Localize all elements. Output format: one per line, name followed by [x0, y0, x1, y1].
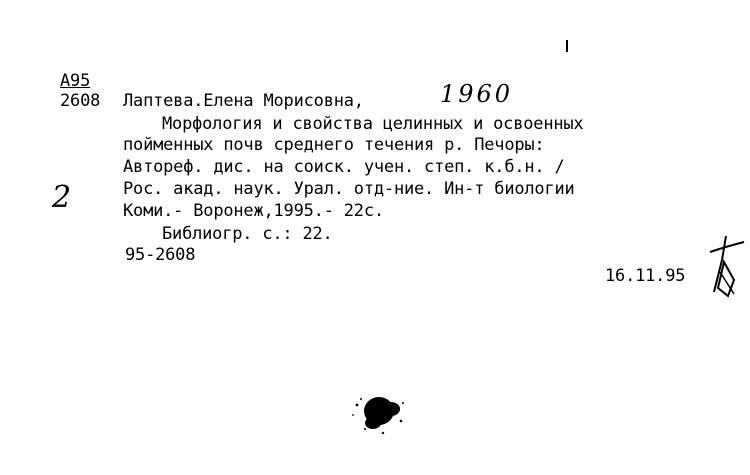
bibliography-note: Библиогр. с.: 22.	[162, 224, 333, 244]
title-line-3: Автореф. дис. на соиск. учен. степ. к.б.н. /	[123, 157, 565, 177]
author-heading: Лаптева.Елена Морисовна,	[123, 91, 364, 111]
handwritten-year: 1960	[440, 80, 514, 108]
pen-tick-mark	[566, 40, 568, 52]
shelf-mark-top: А95	[60, 71, 91, 91]
inventory-number: 95-2608	[125, 245, 196, 265]
signature-mark	[700, 232, 748, 302]
shelf-mark-bottom: 2608	[60, 91, 101, 111]
title-line-1: Морфология и свойства целинных и освоенных	[162, 114, 584, 134]
ink-blot	[345, 385, 415, 440]
title-line-4: Рос. акад. наук. Урал. отд-ние. Ин-т биологии	[123, 179, 575, 199]
title-line-2: пойменных почв среднего течения р. Печоры:	[123, 135, 545, 155]
title-line-5: Коми.- Воронеж,1995.- 22с.	[123, 201, 384, 221]
handwritten-copies: 2	[52, 180, 72, 215]
date-stamp: 16.11.95	[605, 266, 686, 286]
